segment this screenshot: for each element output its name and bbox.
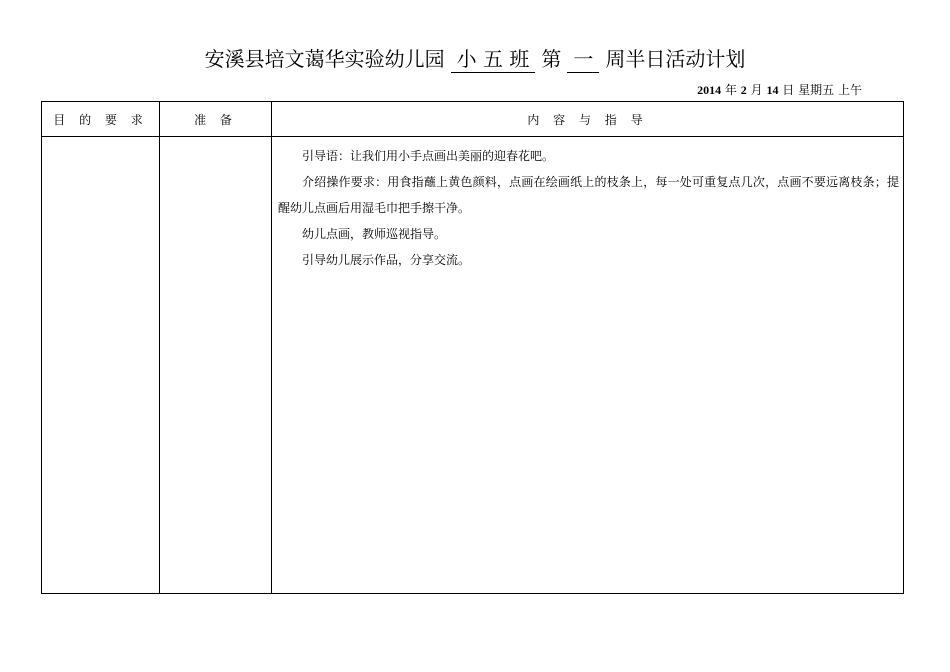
content-paragraph: 幼儿点画，教师巡视指导。 xyxy=(302,227,447,241)
column-header-preparation: 准 备 xyxy=(160,102,272,137)
title-suffix: 周半日活动计划 xyxy=(605,47,746,71)
activity-plan-table xyxy=(41,101,904,594)
date-month: 2 xyxy=(740,83,747,97)
content-paragraph: 引导幼儿展示作品，分享交流。 xyxy=(302,253,471,267)
column-header-goals: 目 的 要 求 xyxy=(42,102,160,137)
table-header-row xyxy=(42,102,904,137)
preparation-cell xyxy=(160,137,272,594)
date-period: 上午 xyxy=(837,83,862,97)
page-title xyxy=(0,44,950,74)
goals-cell xyxy=(42,137,160,594)
column-header-content: 内 容 与 指 导 xyxy=(272,102,904,137)
table-body-row xyxy=(42,137,904,594)
week-number: 一 xyxy=(567,46,599,73)
week-label: 第 xyxy=(541,47,562,71)
content-cell xyxy=(272,137,904,594)
date-year: 2014 xyxy=(697,83,722,97)
date-month-unit: 月 xyxy=(750,83,763,97)
content-paragraph: 引导语：让我们用小手点画出美丽的迎春花吧。 xyxy=(302,149,555,163)
date-weekday: 星期五 xyxy=(798,83,835,97)
date-year-unit: 年 xyxy=(724,83,737,97)
content-paragraph: 介绍操作要求：用食指蘸上黄色颜料，点画在绘画纸上的枝条上，每一处可重复点几次，点画不要远离枝条；提醒幼儿点画后用湿毛巾把手擦干净。 xyxy=(278,175,899,215)
date-day: 14 xyxy=(766,83,779,97)
class-name: 小 五 班 xyxy=(451,46,536,73)
date-line xyxy=(0,82,862,98)
title-prefix: 安溪县培文蔼华实验幼儿园 xyxy=(204,47,445,71)
date-day-unit: 日 xyxy=(782,83,795,97)
